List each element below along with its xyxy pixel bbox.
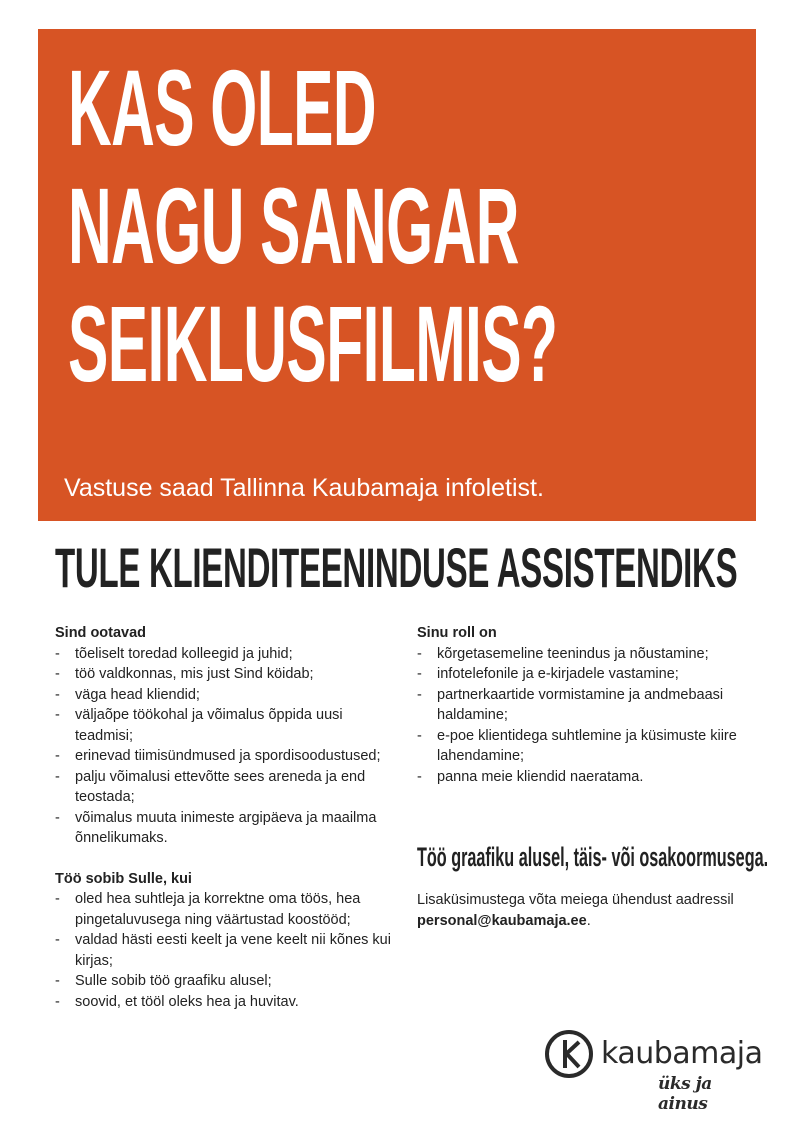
list-item: - kõrgetasemeline teenindus ja nõustamine; (417, 644, 757, 665)
logo-tagline: üks ja ainus (658, 1074, 712, 1114)
contact-info (417, 890, 737, 932)
right-column (417, 623, 757, 787)
list-item: - väga head kliendid; (55, 685, 395, 706)
list-item: - võimalus muuta inimeste argipäeva ja maailma õnnelikumaks. (55, 808, 395, 849)
list-item: - erinevad tiimisündmused ja spordisoodustused; (55, 746, 395, 767)
contact-text: Lisaküsimustega võta meiega ühendust aadressil (417, 892, 734, 908)
headline (68, 49, 557, 403)
requirements-list (55, 889, 395, 1012)
list-item: - partnerkaartide vormistamine ja andmebaasi haldamine; (417, 685, 757, 726)
list-item: - tõeliselt toredad kolleegid ja juhid; (55, 644, 395, 665)
headline-line-3: SEIKLUSFILMIS? (68, 283, 558, 404)
kaubamaja-k-logo-icon (545, 1030, 593, 1078)
kaubamaja-logo (545, 1026, 763, 1114)
section-title-sind-ootavad: Sind ootavad (55, 625, 147, 641)
logo-wordmark: kaubamaja (601, 1036, 763, 1071)
section-title-too-sobib: Töö sobib Sulle, kui (55, 870, 192, 887)
banner-subline: Vastuse saad Tallinna Kaubamaja infoletist. (64, 474, 544, 502)
list-item: - e-poe klientidega suhtlemine ja küsimuste kiire lahendamine; (417, 726, 757, 767)
left-column (55, 623, 395, 1012)
schedule-note: Töö graafiku alusel, täis- või osakoormusega. (417, 842, 769, 872)
email-suffix: . (586, 913, 591, 929)
list-item: - väljaõpe töökohal ja võimalus õppida uusi teadmisi; (55, 705, 395, 746)
list-item: - oled hea suhtleja ja korrektne oma töös, hea pingetaluvusega ning väärtustad koostööd; (55, 889, 395, 930)
list-item: - Sulle sobib töö graafiku alusel; (55, 971, 395, 992)
section-title-sinu-roll: Sinu roll on (417, 625, 497, 641)
job-title-heading: TULE KLIENDITEENINDUSE ASSISTENDIKS (55, 536, 738, 599)
headline-line-1: KAS OLED (68, 47, 377, 168)
list-item: - soovid, et tööl oleks hea ja huvitav. (55, 992, 395, 1013)
headline-line-2: NAGU SANGAR (68, 165, 519, 286)
role-list (417, 644, 757, 788)
list-item: - valdad hästi eesti keelt ja vene keelt nii kõnes kui kirjas; (55, 930, 395, 971)
hero-banner (38, 29, 756, 521)
list-item: - palju võimalusi ettevõtte sees areneda ja end teostada; (55, 767, 395, 808)
list-item: - töö valdkonnas, mis just Sind köidab; (55, 664, 395, 685)
benefits-list (55, 644, 395, 849)
list-item: - infotelefonile ja e-kirjadele vastamine; (417, 664, 757, 685)
contact-email-link[interactable]: personal@kaubamaja.ee (417, 913, 587, 929)
list-item: - panna meie kliendid naeratama. (417, 767, 757, 788)
